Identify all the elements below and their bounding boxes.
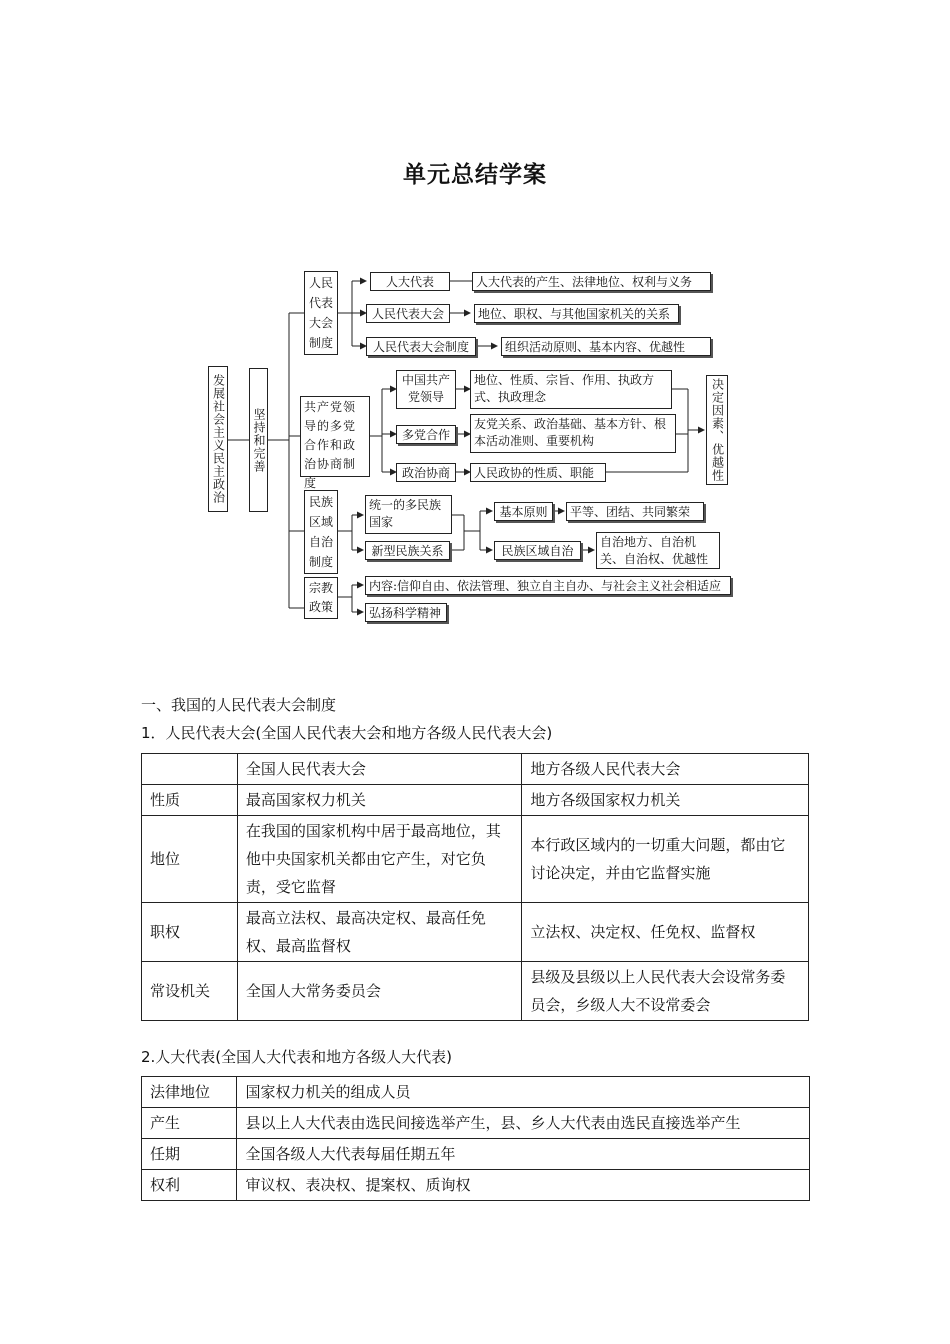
table-cell: 全国各级人大代表每届任期五年 <box>237 1139 810 1170</box>
table-cell: 国家权力机关的组成人员 <box>237 1077 810 1108</box>
group-npc: 人民代表大会制度 <box>304 271 338 355</box>
table-row <box>142 903 809 962</box>
cpc-detail-consultation: 人民政协的性质、职能 <box>470 463 606 482</box>
subsection-heading-2: 2.人大代表(全国人大代表和地方各级人大代表) <box>141 1048 453 1066</box>
table-cell: 职权 <box>142 903 238 962</box>
subsection-heading-1: 1．人民代表大会(全国人民代表大会和地方各级人民代表大会) <box>141 724 553 742</box>
table-cell <box>142 754 238 785</box>
group-religion: 宗教政策 <box>304 577 338 619</box>
npc-item-system: 人民代表大会制度 <box>366 337 476 356</box>
table-cell: 最高国家权力机关 <box>237 785 522 816</box>
table-row <box>142 816 809 903</box>
table-cell: 全国人民代表大会 <box>237 754 522 785</box>
table-cell: 法律地位 <box>142 1077 237 1108</box>
npc-detail-system: 组织活动原则、基本内容、优越性 <box>501 337 711 356</box>
table-cell: 常设机关 <box>142 962 238 1021</box>
npc-table <box>141 753 809 1021</box>
section-heading: 一、我国的人民代表大会制度 <box>141 696 337 714</box>
npc-detail-congress: 地位、职权、与其他国家机关的关系 <box>474 304 679 323</box>
deputy-table <box>141 1076 810 1201</box>
group-cpc: 共产党领导的多党合作和政治协商制度 <box>300 396 370 477</box>
table-cell: 立法权、决定权、任免权、监督权 <box>522 903 809 962</box>
table-cell: 地方各级国家权力机关 <box>522 785 809 816</box>
table-cell: 权利 <box>142 1170 237 1201</box>
table-cell: 县以上人大代表由选民间接选举产生，县、乡人大代表由选民直接选举产生 <box>237 1108 810 1139</box>
table-cell: 在我国的国家机构中居于最高地位，其他中央国家机关都由它产生，对它负责，受它监督 <box>237 816 522 903</box>
cpc-detail-leadership: 地位、性质、宗旨、作用、执政方式、执政理念 <box>470 370 672 409</box>
ethnic-sub-principle: 基本原则 <box>494 502 553 521</box>
table-cell: 地方各级人民代表大会 <box>522 754 809 785</box>
npc-detail-deputy: 人大代表的产生、法律地位、权利与义务 <box>472 272 711 291</box>
npc-item-deputy: 人大代表 <box>370 272 450 291</box>
map-root: 发展社会主义民主政治 <box>208 366 228 512</box>
npc-item-congress: 人民代表大会 <box>366 304 450 323</box>
table-cell: 审议权、表决权、提案权、质询权 <box>237 1170 810 1201</box>
table-header-row <box>142 754 809 785</box>
cpc-item-cooperation: 多党合作 <box>396 425 456 444</box>
table-row <box>142 962 809 1021</box>
table-cell: 最高立法权、最高决定权、最高任免权、最高监督权 <box>237 903 522 962</box>
ethnic-item-unified: 统一的多民族国家 <box>365 495 452 534</box>
ethnic-item-relations: 新型民族关系 <box>365 541 450 560</box>
table-row <box>142 785 809 816</box>
page-title: 单元总结学案 <box>403 162 547 188</box>
table-cell: 性质 <box>142 785 238 816</box>
table-cell: 产生 <box>142 1108 237 1139</box>
table-row <box>142 1108 810 1139</box>
map-branch: 坚持和完善 <box>249 368 268 512</box>
group-ethnic: 民族区域自治制度 <box>304 490 338 574</box>
cpc-detail-cooperation: 友党关系、政治基础、基本方针、根本活动准则、重要机构 <box>470 414 676 453</box>
ethnic-detail-autonomy: 自治地方、自治机关、自治权、优越性 <box>596 532 720 569</box>
ethnic-detail-principle: 平等、团结、共同繁荣 <box>566 502 704 521</box>
table-row <box>142 1170 810 1201</box>
table-row <box>142 1077 810 1108</box>
ethnic-sub-autonomy: 民族区域自治 <box>494 541 581 560</box>
table-cell: 地位 <box>142 816 238 903</box>
cpc-item-leadership: 中国共产党领导 <box>396 370 456 409</box>
religion-content: 内容:信仰自由、依法管理、独立自主自办、与社会主义社会相适应 <box>365 576 731 595</box>
table-cell: 本行政区域内的一切重大问题，都由它讨论决定，并由它监督实施 <box>522 816 809 903</box>
table-row <box>142 1139 810 1170</box>
religion-science: 弘扬科学精神 <box>365 603 447 622</box>
cpc-result: 决定因素、优越性 <box>706 375 728 485</box>
table-cell: 任期 <box>142 1139 237 1170</box>
table-cell: 县级及县级以上人民代表大会设常务委员会，乡级人大不设常委会 <box>522 962 809 1021</box>
table-cell: 全国人大常务委员会 <box>237 962 522 1021</box>
cpc-item-consultation: 政治协商 <box>396 463 456 482</box>
